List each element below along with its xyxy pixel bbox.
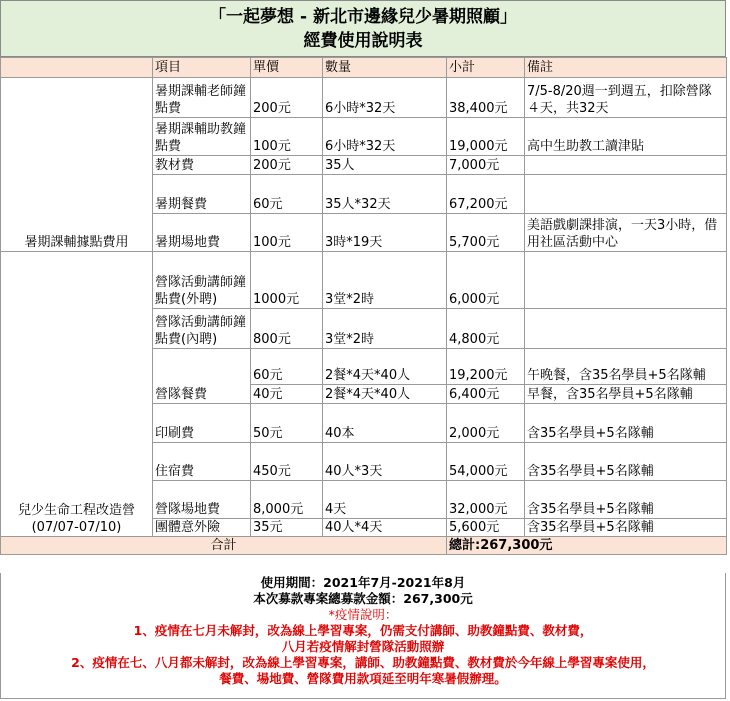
row-price: 200元 xyxy=(251,156,323,175)
row-item: 營隊餐費 xyxy=(153,349,251,404)
row-price: 50元 xyxy=(251,404,323,443)
row-qty: 35人 xyxy=(323,156,447,175)
row-price: 100元 xyxy=(251,118,323,156)
row-subtotal: 38,400元 xyxy=(447,78,525,118)
row-price: 200元 xyxy=(251,78,323,118)
sheet-title xyxy=(0,0,726,57)
row-item: 暑期課輔助教鐘點費 xyxy=(153,118,251,156)
header-note: 備註 xyxy=(525,58,727,78)
covid-note-1-line-2: 八月若疫情解封營隊活動照辦 xyxy=(281,639,445,654)
title-line-2: 經費使用說明表 xyxy=(303,31,423,51)
row-subtotal: 4,800元 xyxy=(447,309,525,349)
row-price: 60元 xyxy=(251,349,323,385)
title-line-1: 「一起夢想 - 新北市邊緣兒少暑期照顧」 xyxy=(209,7,517,27)
row-item: 暑期場地費 xyxy=(153,214,251,252)
total-value: 總計:267,300元 xyxy=(447,537,727,555)
row-note: 高中生助教工讀津貼 xyxy=(525,118,727,156)
row-note: 含35名學員+5名隊輔 xyxy=(525,404,727,443)
notes-section xyxy=(0,573,726,699)
row-subtotal: 19,200元 xyxy=(447,349,525,385)
header-qty: 數量 xyxy=(323,58,447,78)
row-item: 印刷費 xyxy=(153,404,251,443)
total-label: 合計 xyxy=(1,537,447,555)
row-price: 800元 xyxy=(251,309,323,349)
row-price: 450元 xyxy=(251,443,323,481)
row-subtotal: 19,000元 xyxy=(447,118,525,156)
row-price: 60元 xyxy=(251,175,323,214)
row-note: 7/5-8/20週一到週五，扣除營隊４天，共32天 xyxy=(525,78,727,118)
row-qty: 2餐*4天*40人 xyxy=(323,385,447,404)
category-summer: 暑期課輔據點費用 xyxy=(1,78,153,252)
row-subtotal: 6,000元 xyxy=(447,252,525,309)
row-item: 團體意外險 xyxy=(153,519,251,537)
row-subtotal: 5,600元 xyxy=(447,519,525,537)
row-subtotal: 67,200元 xyxy=(447,175,525,214)
row-price: 35元 xyxy=(251,519,323,537)
row-note: 含35名學員+5名隊輔 xyxy=(525,519,727,537)
row-item: 暑期餐費 xyxy=(153,175,251,214)
row-qty: 40人*4天 xyxy=(323,519,447,537)
row-item: 住宿費 xyxy=(153,443,251,481)
row-subtotal: 54,000元 xyxy=(447,443,525,481)
row-note: 美語戲劇課排演，一天3小時，借用社區活動中心 xyxy=(525,214,727,252)
category-camp-dates: (07/07-07/10) xyxy=(31,520,122,535)
row-item: 營隊場地費 xyxy=(153,481,251,519)
header-subtotal: 小計 xyxy=(447,58,525,78)
row-item: 營隊活動講師鐘點費(外聘) xyxy=(153,252,251,309)
row-price: 1000元 xyxy=(251,252,323,309)
row-qty: 35人*32天 xyxy=(323,175,447,214)
row-subtotal: 5,700元 xyxy=(447,214,525,252)
row-price: 40元 xyxy=(251,385,323,404)
budget-table xyxy=(0,57,727,555)
row-note: 早餐，含35名學員+5名隊輔 xyxy=(525,385,727,404)
covid-title: *疫情說明： xyxy=(328,607,398,622)
row-qty: 3時*19天 xyxy=(323,214,447,252)
row-note xyxy=(525,252,727,309)
row-price: 100元 xyxy=(251,214,323,252)
row-subtotal: 32,000元 xyxy=(447,481,525,519)
header-blank xyxy=(1,58,153,78)
row-qty: 40人*3天 xyxy=(323,443,447,481)
row-qty: 40本 xyxy=(323,404,447,443)
row-qty: 6小時*32天 xyxy=(323,78,447,118)
header-price: 單價 xyxy=(251,58,323,78)
row-item: 暑期課輔老師鐘點費 xyxy=(153,78,251,118)
category-camp-name: 兒少生命工程改造營 xyxy=(17,503,135,518)
usage-period: 使用期間：2021年7月-2021年8月 xyxy=(260,575,466,590)
row-item: 教材費 xyxy=(153,156,251,175)
row-price: 8,000元 xyxy=(251,481,323,519)
row-qty: 6小時*32天 xyxy=(323,118,447,156)
covid-note-2-line-1: 2、疫情在七、八月都未解封，改為線上學習專案，講師、助教鐘點費、教材費於今年線上學習專案使用， xyxy=(71,655,655,670)
header-item: 項目 xyxy=(153,58,251,78)
table-row xyxy=(1,252,727,309)
table-header-row xyxy=(1,58,727,78)
category-camp xyxy=(1,252,153,537)
row-note xyxy=(525,309,727,349)
covid-note-1-line-1: 1、疫情在七月未解封，改為線上學習專案，仍需支付講師、助教鐘點費、教材費， xyxy=(133,623,593,638)
row-note xyxy=(525,156,727,175)
row-note: 含35名學員+5名隊輔 xyxy=(525,481,727,519)
row-subtotal: 6,400元 xyxy=(447,385,525,404)
row-note: 午晚餐，含35名學員+5名隊輔 xyxy=(525,349,727,385)
total-row xyxy=(1,537,727,555)
row-item: 營隊活動講師鐘點費(內聘) xyxy=(153,309,251,349)
row-qty: 3堂*2時 xyxy=(323,252,447,309)
row-subtotal: 7,000元 xyxy=(447,156,525,175)
row-qty: 4天 xyxy=(323,481,447,519)
row-note xyxy=(525,175,727,214)
row-qty: 3堂*2時 xyxy=(323,309,447,349)
fundraising-amount: 本次募款專案總募款金額：267,300元 xyxy=(253,591,473,606)
table-row xyxy=(1,78,727,118)
covid-note-2-line-2: 餐費、場地費、營隊費用款項延至明年寒暑假辦理。 xyxy=(219,671,507,686)
row-subtotal: 2,000元 xyxy=(447,404,525,443)
row-note: 含35名學員+5名隊輔 xyxy=(525,443,727,481)
row-qty: 2餐*4天*40人 xyxy=(323,349,447,385)
